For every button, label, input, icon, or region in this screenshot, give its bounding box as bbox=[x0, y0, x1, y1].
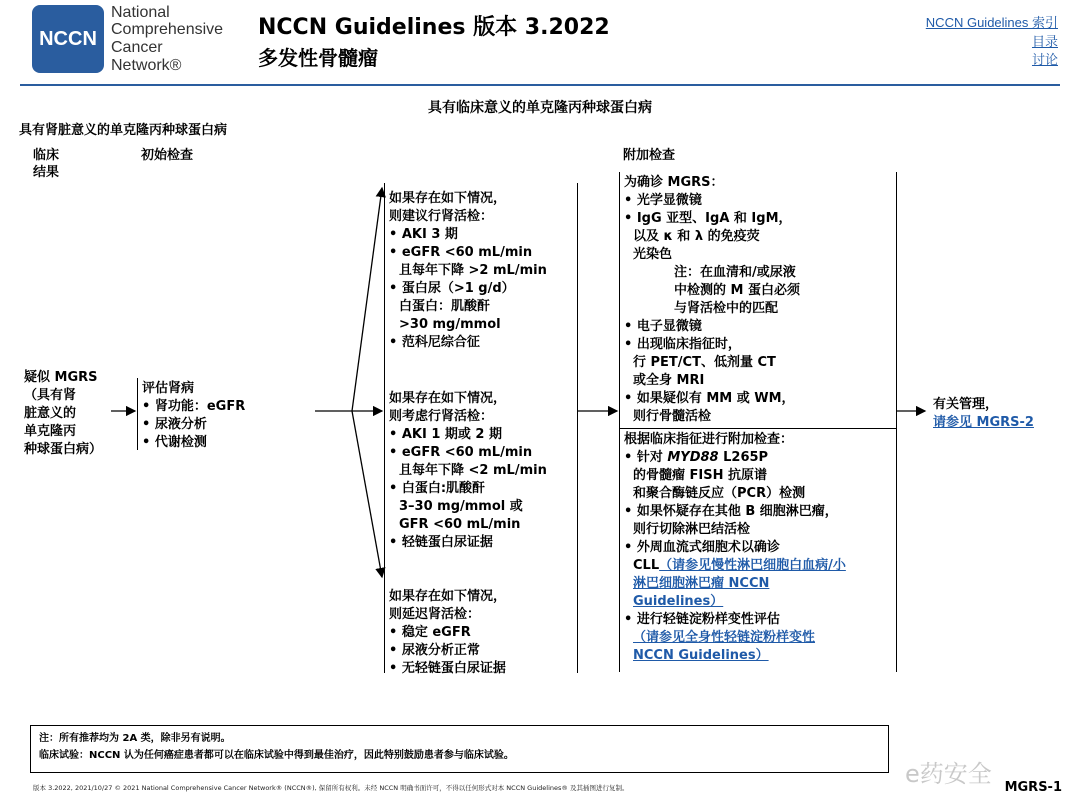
box1-line: 且每年下降 >2 mL/min bbox=[399, 263, 547, 278]
box1-line: • 范科尼综合征 bbox=[389, 335, 480, 350]
col-header-additional: 附加检查 bbox=[623, 148, 676, 163]
box1-line: 则建议行肾活检： bbox=[389, 209, 494, 224]
add-line: 则行骨髓活检 bbox=[633, 409, 712, 424]
box2-line: • 白蛋白:肌酸酐 bbox=[389, 481, 486, 496]
add3-line: 和聚合酶链反应（PCR）检测 bbox=[633, 486, 806, 501]
nccn-logo: NCCN bbox=[32, 5, 104, 73]
initial-line: • 尿液分析 bbox=[142, 417, 207, 432]
col-header-initial: 初始检查 bbox=[141, 148, 194, 163]
arrow-to-box3 bbox=[352, 411, 382, 577]
discussion-link[interactable]: 讨论 bbox=[1031, 52, 1058, 67]
box2-line: • 轻链蛋白尿证据 bbox=[389, 535, 493, 550]
initial-line: 评估肾病 bbox=[142, 381, 195, 396]
cll-text: CLL bbox=[633, 558, 660, 573]
add-line: 光染色 bbox=[633, 247, 673, 262]
add-line: 或全身 MRI bbox=[633, 373, 705, 388]
box2-line: 如果存在如下情况， bbox=[389, 391, 507, 406]
add3-line: • 外周血流式细胞术以确诊 bbox=[624, 540, 780, 555]
clinical-line: 单克隆丙 bbox=[24, 424, 77, 439]
add3-line bbox=[624, 557, 846, 575]
myd88-gene: MYD88 bbox=[667, 450, 719, 465]
add3-line bbox=[624, 449, 846, 467]
additional-workup-indicated bbox=[624, 431, 846, 665]
biopsy-deferred-box bbox=[389, 588, 506, 678]
box2-line: 且每年下降 <2 mL/min bbox=[399, 463, 547, 478]
box1-line: >30 mg/mmol bbox=[399, 317, 501, 332]
box2-line: GFR <60 mL/min bbox=[399, 517, 521, 532]
box1-line: 白蛋白：肌酸酐 bbox=[399, 299, 491, 314]
page-code: MGRS-1 bbox=[1004, 780, 1062, 795]
page-title: 具有临床意义的单克隆丙种球蛋白病 bbox=[428, 100, 652, 116]
cll-guideline-link[interactable]: （请参见慢性淋巴细胞白血病/小 bbox=[659, 558, 846, 573]
additional-bracket bbox=[619, 172, 620, 672]
amyloidosis-guideline-link[interactable]: （请参见全身性轻链淀粉样变性 bbox=[633, 630, 816, 645]
guidelines-index-link[interactable]: NCCN Guidelines 索引 bbox=[925, 15, 1058, 30]
box2-line: • AKI 1 期或 2 期 bbox=[389, 427, 503, 442]
management-label: 有关管理， bbox=[933, 397, 999, 412]
add-line: • 电子显微镜 bbox=[624, 319, 702, 334]
box1-line: 如果存在如下情况， bbox=[389, 191, 507, 206]
note-clinical-trials: 临床试验：NCCN 认为任何癌症患者都可以在临床试验中得到最佳治疗，因此特别鼓励患者参与临床试验。 bbox=[39, 750, 514, 761]
org-name-line2: Comprehensive bbox=[111, 21, 224, 38]
org-name-line1: National bbox=[111, 4, 170, 21]
add3-line: • 如果怀疑存在其他 B 细胞淋巴瘤， bbox=[624, 504, 838, 519]
box3-line: 如果存在如下情况， bbox=[389, 589, 507, 604]
add-note-line: 中检测的 M 蛋白必须 bbox=[674, 283, 800, 298]
add-line: • 光学显微镜 bbox=[624, 193, 702, 208]
toc-link[interactable]: 目录 bbox=[1031, 34, 1058, 49]
add-line: • 出现临床指征时， bbox=[624, 337, 741, 352]
copyright-footer: 版本 3.2022, 2021/10/27 © 2021 National Comprehensive Cancer Network® (NCCN®), 保留所有权利。未经 NCCN 明确书面许可，不得以任何形式对本 NCCN Guidelines® 及其插图进行复制。 bbox=[33, 784, 629, 792]
amyloidosis-guideline-link[interactable]: NCCN Guidelines） bbox=[633, 648, 769, 663]
add3-line: • 进行轻链淀粉样变性评估 bbox=[624, 612, 780, 627]
guideline-title: NCCN Guidelines 版本 3.2022 bbox=[258, 15, 610, 40]
box2-line: 则考虑行肾活检： bbox=[389, 409, 494, 424]
additional-divider bbox=[619, 428, 897, 429]
box1-line: • AKI 3 期 bbox=[389, 227, 458, 242]
mgrs-2-link[interactable]: 请参见 MGRS-2 bbox=[933, 415, 1034, 430]
box2-line: 3–30 mg/mmol 或 bbox=[399, 499, 523, 514]
initial-line: • 肾功能：eGFR bbox=[142, 399, 246, 414]
add3-bullet: • 针对 bbox=[624, 450, 663, 465]
clinical-line: 种球蛋白病） bbox=[24, 442, 103, 457]
col-header-clinical-2: 结果 bbox=[33, 165, 60, 180]
add-note-line: 注：在血清和/或尿液 bbox=[674, 265, 796, 280]
initial-line: • 代谢检测 bbox=[142, 435, 207, 450]
clinical-line: （具有肾 bbox=[24, 388, 77, 403]
biopsy-recommended-box bbox=[389, 190, 547, 352]
cll-guideline-link[interactable]: 淋巴细胞淋巴瘤 NCCN bbox=[633, 576, 770, 591]
add-line: 为确诊 MGRS： bbox=[624, 175, 724, 190]
add3-line: 的骨髓瘤 FISH 抗原谱 bbox=[633, 468, 768, 483]
additional-bracket-right bbox=[896, 172, 897, 672]
clinical-line: 脏意义的 bbox=[24, 406, 77, 421]
box-bracket-right bbox=[577, 183, 578, 673]
additional-workup bbox=[624, 174, 800, 426]
box3-line: • 尿液分析正常 bbox=[389, 643, 480, 658]
org-name-line3: Cancer bbox=[111, 39, 163, 56]
org-name-line4: Network® bbox=[111, 57, 182, 74]
arrow-to-box1 bbox=[352, 188, 382, 411]
add-line: • IgG 亚型、IgA 和 IgM， bbox=[624, 211, 792, 226]
box3-line: • 无轻链蛋白尿证据 bbox=[389, 661, 506, 676]
add-line: 以及 κ 和 λ 的免疫荧 bbox=[633, 229, 760, 244]
cll-guideline-link[interactable]: Guidelines） bbox=[633, 594, 724, 609]
add3-mutation: L265P bbox=[723, 450, 769, 465]
box-bracket bbox=[384, 183, 385, 673]
box3-line: 则延迟肾活检： bbox=[389, 607, 481, 622]
add3-title: 根据临床指征进行附加检查： bbox=[624, 432, 794, 447]
note-category: 注：所有推荐均为 2A 类，除非另有说明。 bbox=[39, 733, 231, 744]
notes-box bbox=[30, 725, 889, 773]
col-header-clinical-1: 临床 bbox=[33, 148, 60, 163]
section-title: 具有肾脏意义的单克隆丙种球蛋白病 bbox=[19, 123, 228, 138]
add3-line: 则行切除淋巴结活检 bbox=[633, 522, 751, 537]
add-note-line: 与肾活检中的匹配 bbox=[674, 301, 779, 316]
add-line: 行 PET/CT、低剂量 CT bbox=[633, 355, 776, 370]
box3-line: • 稳定 eGFR bbox=[389, 625, 471, 640]
watermark: e药安全 bbox=[905, 760, 992, 788]
box1-line: • eGFR <60 mL/min bbox=[389, 245, 533, 260]
add-line: • 如果疑似有 MM 或 WM， bbox=[624, 391, 795, 406]
box2-line: • eGFR <60 mL/min bbox=[389, 445, 533, 460]
biopsy-considered-box bbox=[389, 390, 547, 552]
guideline-subtitle: 多发性骨髓瘤 bbox=[258, 46, 378, 70]
box1-line: • 蛋白尿（>1 g/d） bbox=[389, 281, 515, 296]
clinical-line: 疑似 MGRS bbox=[24, 370, 98, 385]
